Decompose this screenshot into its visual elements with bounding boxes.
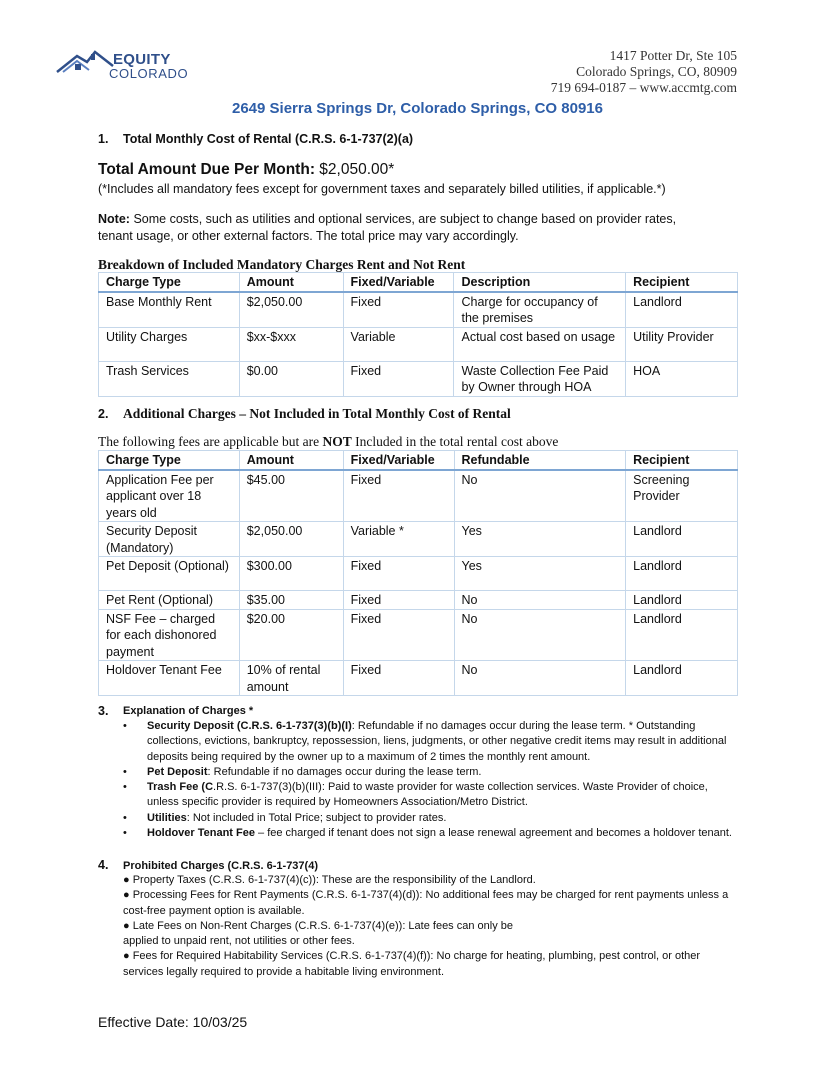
column-header: Fixed/Variable: [343, 451, 454, 470]
section3-number: 3.: [98, 704, 109, 718]
column-header: Charge Type: [99, 451, 240, 470]
table-cell: Fixed: [343, 661, 454, 696]
includes-note: (*Includes all mandatory fees except for government taxes and separately billed utilities, if applicable.*): [98, 182, 666, 196]
additional-charges-table: [98, 450, 738, 696]
intro-text-end: Included in the total rental cost above: [351, 434, 559, 449]
bullet-icon: •: [123, 811, 127, 824]
table-row: [99, 361, 738, 396]
total-amount-line: [98, 161, 394, 179]
effective-date: Effective Date: 10/03/25: [98, 1014, 248, 1030]
list-item: [121, 811, 741, 826]
column-header: Charge Type: [99, 273, 240, 292]
column-header: Fixed/Variable: [343, 273, 454, 292]
table-cell: Landlord: [626, 557, 738, 591]
bullet-icon: ●: [123, 950, 133, 963]
item-term: Security Deposit (C.R.S. 6-1-737(3)(b)(I): [147, 720, 352, 732]
bullet-icon: •: [123, 781, 127, 794]
table-row: [99, 470, 738, 522]
table-cell: HOA: [626, 361, 738, 396]
list-item: [123, 873, 733, 888]
table-cell: Waste Collection Fee Paid by Owner through HOA: [454, 361, 626, 396]
item-term: Trash Fee (C: [147, 781, 214, 794]
item-text: Late Fees on Non-Rent Charges (C.R.S. 6-1-737(4)(e)): Late fees can only be: [132, 919, 514, 932]
section1-number: 1.: [98, 132, 109, 146]
table-cell: No: [454, 661, 626, 696]
table-cell: Application Fee per applicant over 18 years old: [99, 470, 240, 522]
table-cell: Fixed: [343, 292, 454, 328]
table-cell: Holdover Tenant Fee: [99, 661, 240, 696]
column-header: Refundable: [454, 451, 626, 470]
section3-title: Explanation of Charges *: [123, 705, 254, 717]
company-address: [551, 48, 737, 96]
total-amount-value: $2,050.00*: [319, 161, 395, 178]
item-term: Pet Deposit: [147, 765, 208, 778]
bullet-icon: •: [123, 720, 127, 732]
address-line-contact: 719 694-0187 – www.accmtg.com: [550, 80, 737, 95]
list-item: [123, 888, 733, 919]
note-text-line2: tenant usage, or other external factors. The total price may vary accordingly.: [98, 229, 519, 243]
section4-number: 4.: [98, 858, 109, 872]
total-amount-label: Total Amount Due Per Month:: [98, 161, 315, 178]
item-text: – fee charged if tenant does not sign a lease renewal agreement and becomes a holdover tenant.: [254, 827, 732, 840]
note-paragraph: [98, 211, 758, 245]
prohibited-list: [123, 873, 733, 980]
table-cell: Base Monthly Rent: [99, 292, 240, 328]
table-cell: Utility Charges: [99, 327, 240, 361]
table-row: [99, 609, 738, 661]
item-term: Holdover Tenant Fee: [147, 827, 255, 840]
address-line-city: Colorado Springs, CO, 80909: [576, 64, 737, 79]
table-cell: No: [454, 470, 626, 522]
table-cell: Variable: [343, 327, 454, 361]
column-header: Recipient: [626, 451, 738, 470]
property-address-title: 2649 Sierra Springs Dr, Colorado Springs, CO 80916: [232, 100, 603, 117]
list-item: [121, 719, 741, 765]
table-cell: Fixed: [343, 609, 454, 661]
table-cell: No: [454, 591, 626, 610]
list-item: [121, 780, 741, 811]
table-cell: Fixed: [343, 470, 454, 522]
item-text: Property Taxes (C.R.S. 6-1-737(4)(c)): These are the responsibility of the Landlord.: [132, 874, 536, 886]
section1-heading: [98, 132, 413, 146]
table-cell: $xx-$xxx: [239, 327, 343, 361]
table-cell: Utility Provider: [626, 327, 738, 361]
table-cell: $2,050.00: [239, 292, 343, 328]
list-item: [123, 919, 733, 934]
table-cell: Trash Services: [99, 361, 240, 396]
table-header-row: [99, 451, 738, 470]
table-cell: Yes: [454, 522, 626, 557]
section2-intro: [98, 434, 558, 450]
equity-colorado-logo: [55, 46, 205, 82]
logo-text-equity: EQUITY: [113, 51, 171, 68]
table-cell: No: [454, 609, 626, 661]
table-cell: Security Deposit (Mandatory): [99, 522, 240, 557]
column-header: Description: [454, 273, 626, 292]
table-row: [99, 522, 738, 557]
list-item: [123, 949, 733, 980]
table-cell: Landlord: [626, 661, 738, 696]
table-row: [99, 661, 738, 696]
intro-text: The following fees are applicable but are: [98, 434, 323, 449]
section2-title: Additional Charges – Not Included in Total Monthly Cost of Rental: [123, 406, 511, 421]
table-cell: Variable *: [343, 522, 454, 557]
table-row: [99, 292, 738, 328]
bullet-icon: •: [123, 827, 127, 840]
table-cell: $20.00: [239, 609, 343, 661]
column-header: Amount: [239, 451, 343, 470]
table-cell: Fixed: [343, 591, 454, 610]
table-cell: Charge for occupancy of the premises: [454, 292, 626, 328]
list-item-continuation: applied to unpaid rent, not utilities or other fees.: [123, 935, 355, 948]
table-row: [99, 327, 738, 361]
table-cell: $0.00: [239, 361, 343, 396]
item-text: : Refundable if no damages occur during the lease term. * Outstanding collections, evictions, bankruptcy, repossession, liens, judgments, or other negative credit items may result in additional deposits being required by the owner up to a maximum of 2 times the monthly rent amount.: [147, 720, 727, 763]
note-text: Some costs, such as utilities and optional services, are subject to change based on provider rates,: [133, 212, 677, 226]
section2-number: 2.: [98, 407, 109, 421]
table-cell: Landlord: [626, 591, 738, 610]
section1-title: Total Monthly Cost of Rental (C.R.S. 6-1-737(2)(a): [123, 132, 414, 146]
table-cell: Actual cost based on usage: [454, 327, 626, 361]
bullet-icon: •: [123, 765, 127, 778]
table-cell: $2,050.00: [239, 522, 343, 557]
house-logo-icon: [55, 48, 115, 78]
address-line-street: 1417 Potter Dr, Ste 105: [609, 48, 737, 63]
included-charges-table: [98, 272, 738, 397]
bullet-icon: ●: [123, 874, 133, 886]
table-row: [99, 557, 738, 591]
column-header: Recipient: [626, 273, 738, 292]
list-item: [121, 826, 741, 841]
note-label: Note:: [98, 212, 130, 226]
table-row: [99, 591, 738, 610]
table-cell: Landlord: [626, 292, 738, 328]
table-cell: Yes: [454, 557, 626, 591]
table-cell: $45.00: [239, 470, 343, 522]
item-term: Utilities: [147, 811, 187, 824]
table-cell: Pet Rent (Optional): [99, 591, 240, 610]
table-cell: Fixed: [343, 361, 454, 396]
bullet-icon: ●: [123, 919, 133, 932]
column-header: Amount: [239, 273, 343, 292]
table-cell: $300.00: [239, 557, 343, 591]
section2-heading: [98, 406, 511, 422]
list-item: [121, 765, 741, 780]
table1-caption: Breakdown of Included Mandatory Charges Rent and Not Rent: [98, 257, 466, 272]
section4-title: Prohibited Charges (C.R.S. 6-1-737(4): [123, 860, 318, 872]
item-text: : Refundable if no damages occur during the lease term.: [207, 765, 482, 778]
item-text: .R.S. 6-1-737(3)(b)(III): Paid to waste provider for waste collection services. Waste Provider of choice, unless specific provider is required by Homeowners Association/Metro District.: [147, 781, 708, 809]
table-cell: Screening Provider: [626, 470, 738, 522]
table-cell: Pet Deposit (Optional): [99, 557, 240, 591]
table-cell: 10% of rental amount: [239, 661, 343, 696]
bullet-icon: ●: [123, 889, 133, 902]
table-header-row: [99, 273, 738, 292]
explanation-list: [121, 719, 741, 841]
table-cell: NSF Fee – charged for each dishonored payment: [99, 609, 240, 661]
table-cell: Landlord: [626, 522, 738, 557]
item-text: : Not included in Total Price; subject to provider rates.: [186, 811, 447, 824]
table-cell: Fixed: [343, 557, 454, 591]
table-cell: $35.00: [239, 591, 343, 610]
item-text: Fees for Required Habitability Services (C.R.S. 6-1-737(4)(f)): No charge for heating, plumbing, pest control, or other services legally required to provide a habitable living environment.: [123, 950, 701, 978]
logo-text-colorado: COLORADO: [109, 66, 189, 81]
table-cell: Landlord: [626, 609, 738, 661]
intro-emphasis: NOT: [322, 434, 352, 449]
item-text: Processing Fees for Rent Payments (C.R.S. 6-1-737(4)(d)): No additional fees may be charged for rent payments unless a cost-free payment option is available.: [123, 889, 729, 917]
